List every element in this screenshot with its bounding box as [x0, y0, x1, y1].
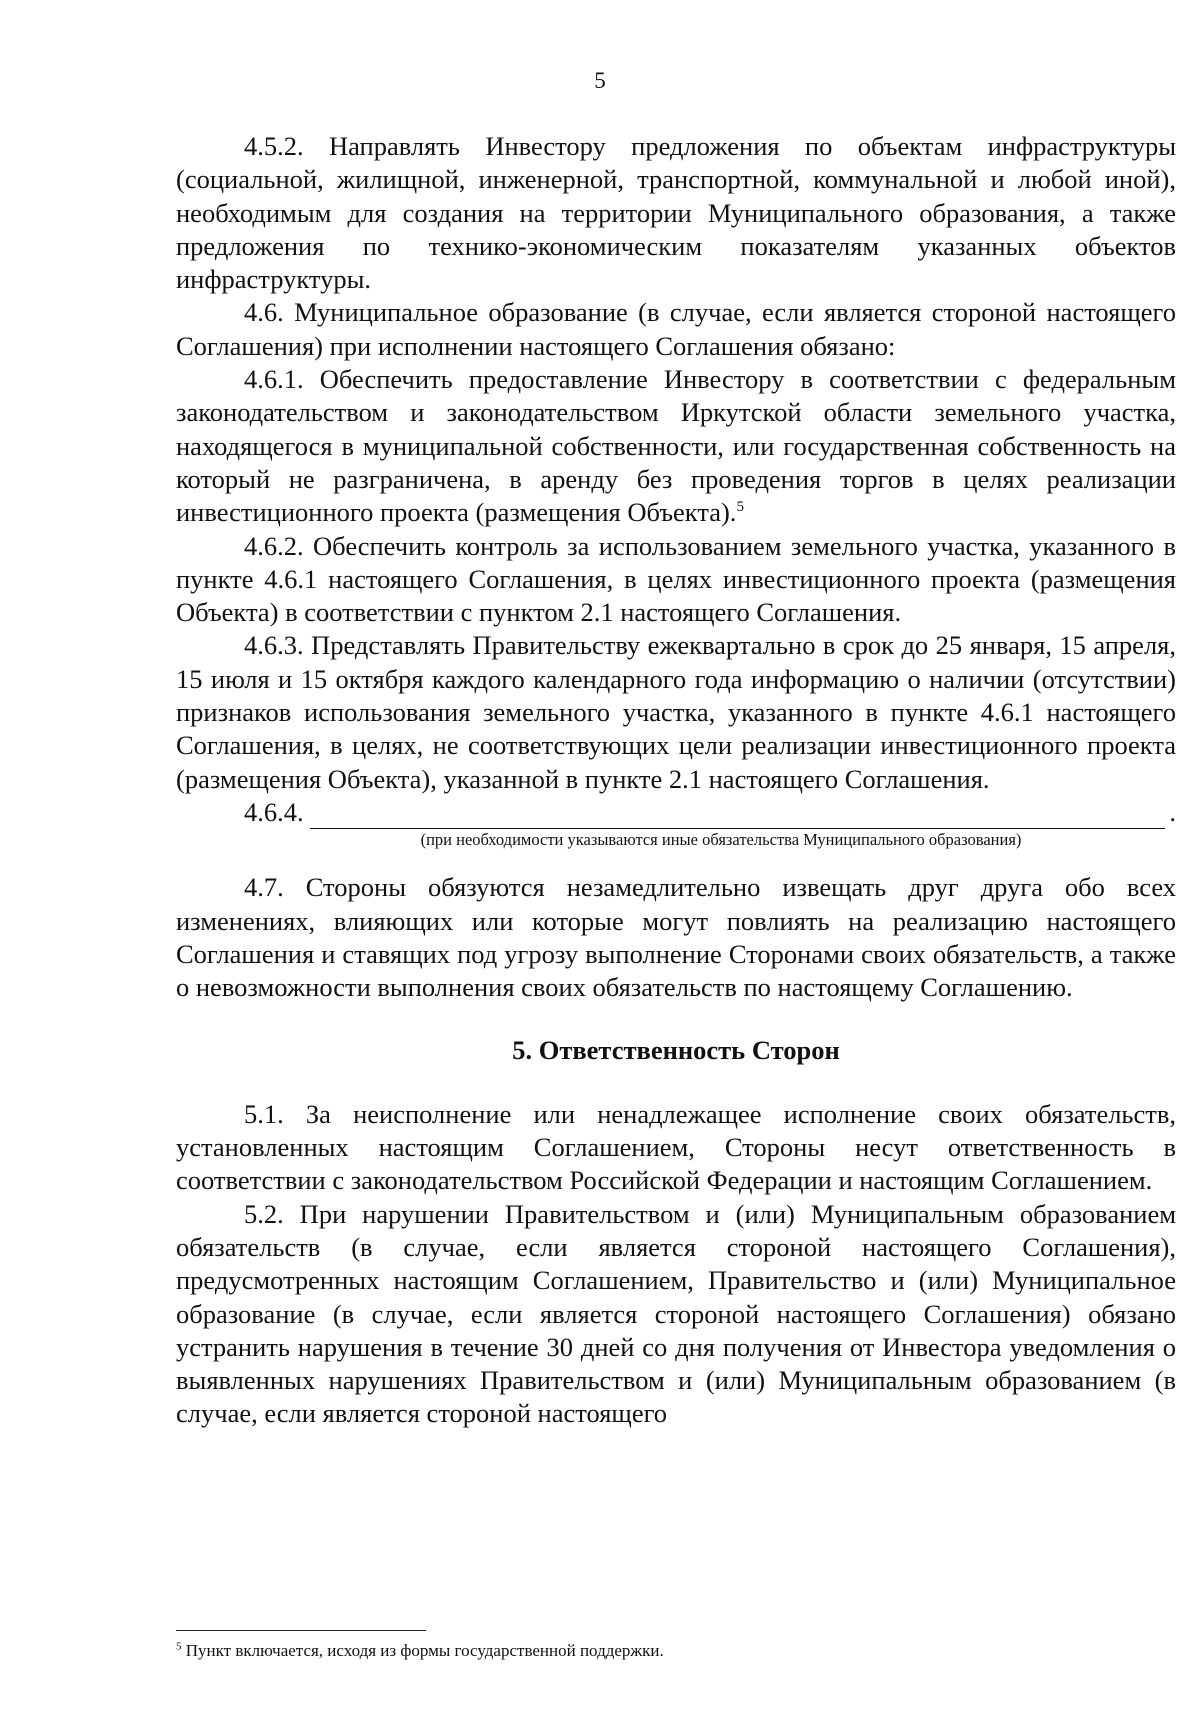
- paragraph-4-6: 4.6. Муниципальное образование (в случае, если является стороной настоящего Соглашения) при исполнении настоящего Соглашения обязано:: [176, 297, 1176, 361]
- footnote-separator: [176, 1630, 426, 1631]
- footnote-reference: 5: [736, 499, 744, 516]
- paragraph-4-5-2: 4.5.2. Направлять Инвестору предложения по объектам инфраструктуры (социальной, жилищной, инженерной, транспортной, коммунальной и любой иной), необходимым для создания на территории Муниципального образования, а также предложения по технико-экономическим показателям указанных объектов инфраструктуры.: [176, 131, 1176, 295]
- paragraph-4-7: 4.7. Стороны обязуются незамедлительно извещать друг друга обо всех изменениях, влияющих или которые могут повлиять на реализацию настоящего Соглашения и ставящих под угрозу выполнение Сторонами своих обязательств, а также о невозможности выполнения своих обязательств по настоящему Соглашению.: [176, 872, 1176, 1003]
- section-heading: 5. Ответственность Сторон: [512, 1035, 840, 1066]
- page-number: 5: [594, 68, 606, 93]
- footnote-marker: 5: [176, 1640, 182, 1653]
- paragraph-4-6-2: 4.6.2. Обеспечить контроль за использованием земельного участка, указанного в пункте 4.6.1 настоящего Соглашения, в целях инвестиционного проекта (размещения Объекта) в соответствии с пунктом 2.1 настоящего Соглашения.: [176, 530, 1176, 628]
- paragraph-5-1: 5.1. За неисполнение или ненадлежащее исполнение своих обязательств, установленных настоящим Соглашением, Стороны несут ответственность в соответствии с законодательством Российской Федерации и настоящим Соглашением.: [176, 1098, 1176, 1196]
- document-body: [176, 130, 1176, 1431]
- paragraph-4-6-3: 4.6.3. Представлять Правительству ежеквартально в срок до 25 января, 15 апреля, 15 июля и 15 октября каждого календарного года информацию о наличии (отсутствии) признаков использования земельного участка, указанного в пункте 4.6.1 настоящего Соглашения, в целях, не соответствующих цели реализации инвестиционного проекта (размещения Объекта), указанной в пункте 2.1 настоящего Соглашения.: [176, 630, 1176, 794]
- blank-item-caption: (при необходимости указываются иные обязательства Муниципального образования): [420, 830, 1022, 850]
- paragraph-5-2: 5.2. При нарушении Правительством и (или) Муниципальным образованием обязательств (в случае, если является стороной настоящего Соглашения), предусмотренных настоящим Соглашением, Правительство и (или) Муниципальное образование (в случае, если является стороной настоящего Соглашения) обязано устранить нарушения в течение 30 дней со дня получения от Инвестора уведомления о выявленных нарушениях Правительством и (или) Муниципальным образованием (в случае, если является стороной настоящего: [176, 1198, 1176, 1429]
- blank-item-end: .: [1169, 796, 1176, 827]
- footnote-text: Пункт включается, исходя из формы государственной поддержки.: [181, 1641, 664, 1660]
- blank-item-number: 4.6.4.: [244, 796, 304, 827]
- fill-in-line: [310, 803, 1166, 829]
- paragraph-4-6-1: [176, 363, 1176, 529]
- footnote: [176, 1640, 664, 1662]
- paragraph-4-6-1-text: 4.6.1. Обеспечить предоставление Инвестору в соответствии с федеральным законодательством и законодательством Иркутской области земельного участка, находящегося в муниципальной собственности, или государственная собственность на который не разграничена, в аренду без проведения торгов в целях реализации инвестиционного проекта (размещения Объекта).: [176, 364, 1176, 528]
- blank-item-4-6-4: [244, 796, 1176, 829]
